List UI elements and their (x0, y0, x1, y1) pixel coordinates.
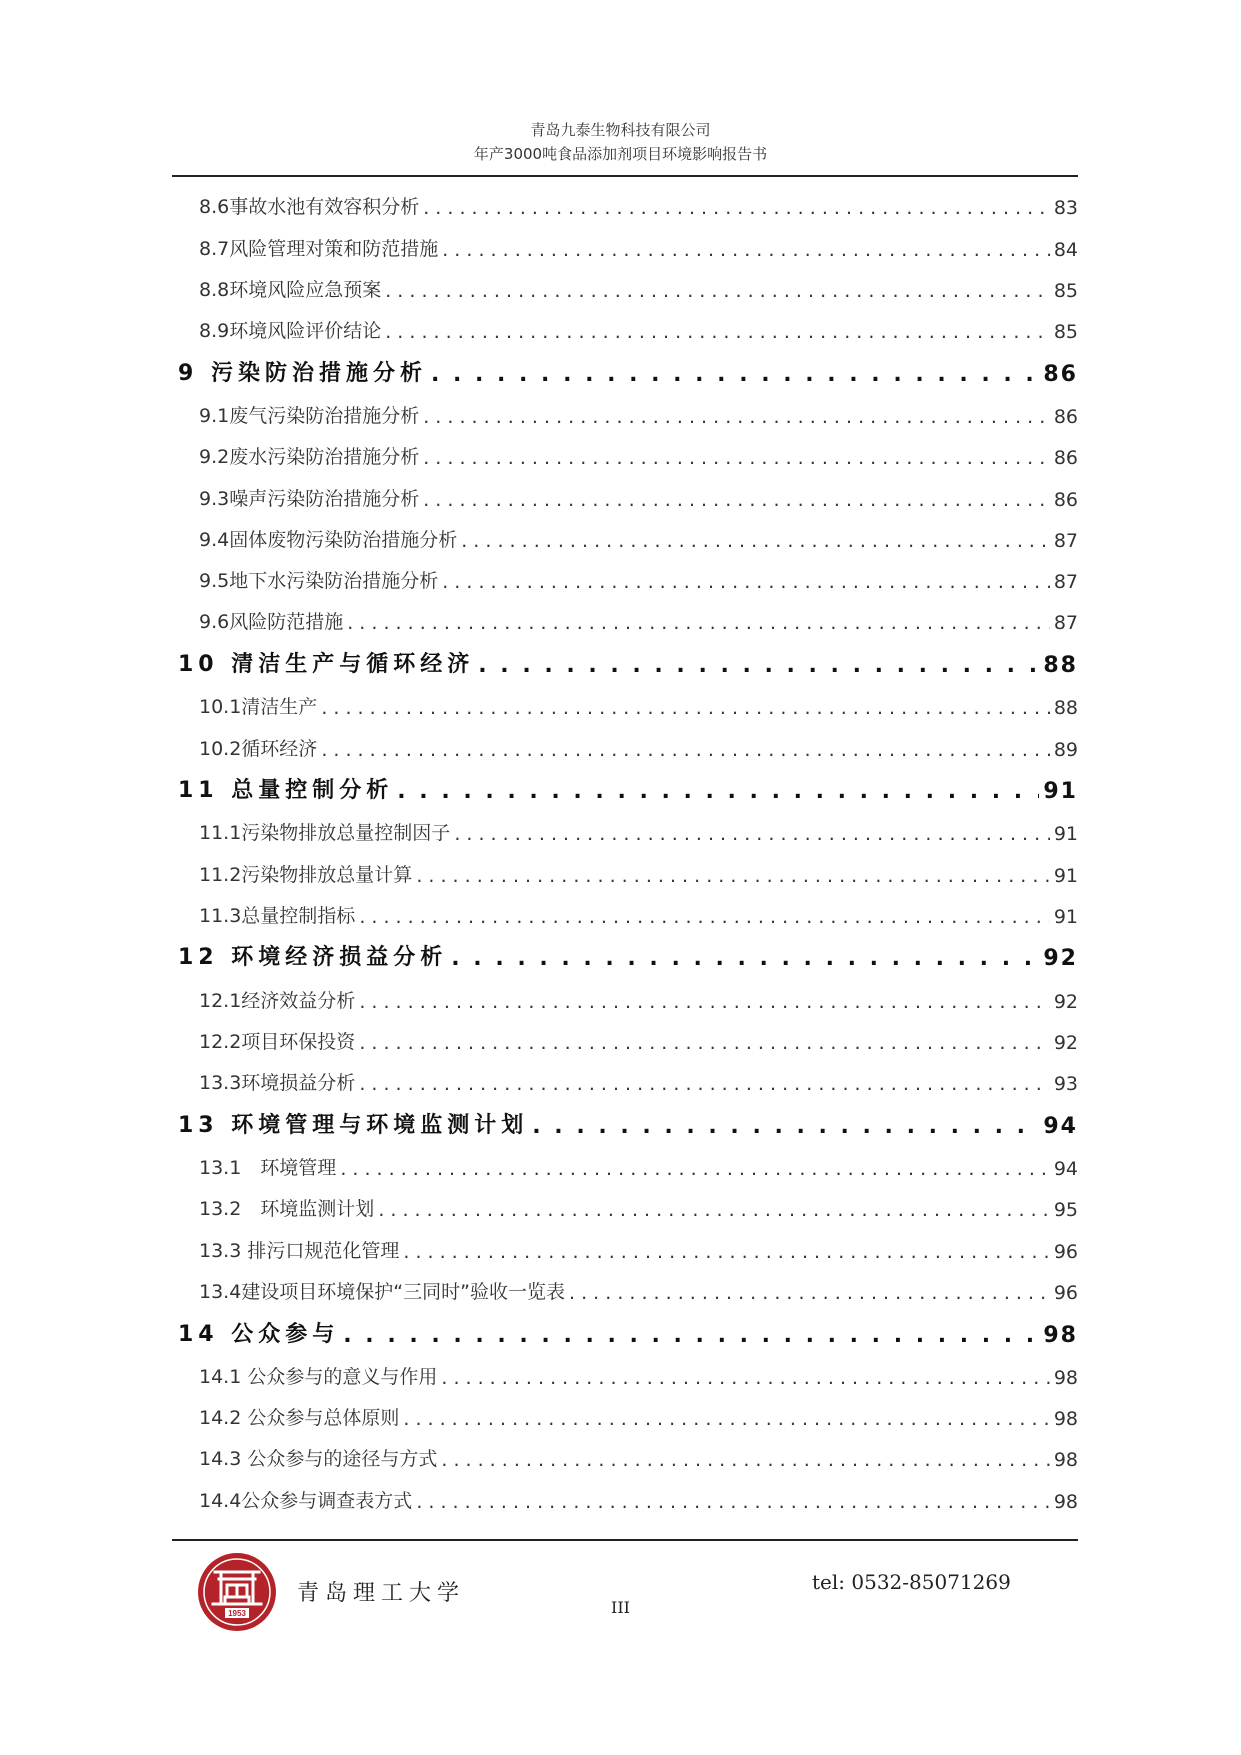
toc-entry-title: 8.9环境风险评价结论 (199, 320, 382, 343)
toc-chapter-entry[interactable] (172, 642, 1078, 686)
toc-chapter-entry[interactable] (172, 351, 1078, 395)
toc-entry-title: 9.2废水污染防治措施分析 (199, 446, 420, 469)
toc-entry-title: 11.1污染物排放总量控制因子 (199, 822, 451, 845)
toc-entry-page: 88 (1053, 697, 1078, 720)
toc-entry-title: 10 清洁生产与循环经济 (178, 651, 475, 677)
toc-dot-leader (454, 823, 1050, 853)
toc-dot-leader (359, 1032, 1050, 1062)
toc-entry-page: 91 (1053, 864, 1078, 887)
toc-entry-page: 91 (1053, 905, 1078, 928)
toc-entry-page: 98 (1043, 1322, 1078, 1348)
toc-chapter-entry[interactable] (172, 936, 1078, 980)
toc-section-entry[interactable] (172, 601, 1078, 642)
toc-entry-title: 11.2污染物排放总量计算 (199, 863, 413, 886)
toc-entry-title: 9.3噪声污染防治措施分析 (199, 487, 420, 510)
toc-entry-title: 14 公众参与 (178, 1321, 340, 1347)
logo-year: 1953 (228, 1609, 246, 1618)
toc-dot-leader (442, 239, 1050, 269)
toc-entry-title: 9.6风险防范措施 (199, 611, 344, 634)
toc-entry-title: 9.5地下水污染防治措施分析 (199, 570, 439, 593)
toc-section-entry[interactable] (172, 186, 1078, 227)
toc-entry-page: 87 (1053, 571, 1078, 594)
toc-dot-leader (451, 946, 1039, 979)
toc-section-entry[interactable] (172, 979, 1078, 1020)
toc-section-entry[interactable] (172, 1229, 1078, 1270)
toc-entry-title: 9.1废气污染防治措施分析 (199, 404, 420, 427)
toc-dot-leader (478, 653, 1039, 686)
toc-entry-page: 86 (1053, 447, 1078, 470)
toc-dot-leader (423, 406, 1050, 436)
toc-entry-title: 10.1清洁生产 (199, 696, 318, 719)
toc-entry-page: 92 (1053, 1032, 1078, 1055)
toc-entry-title: 13.3 排污口规范化管理 (199, 1239, 400, 1262)
toc-dot-leader (385, 280, 1050, 310)
toc-chapter-entry[interactable] (172, 1312, 1078, 1356)
toc-entry-page: 95 (1053, 1199, 1078, 1222)
toc-entry-page: 98 (1053, 1408, 1078, 1431)
footer-divider (172, 1539, 1078, 1541)
toc-section-entry[interactable] (172, 395, 1078, 436)
toc-dot-leader (403, 1241, 1049, 1271)
header-divider (172, 175, 1078, 177)
toc-entry-title: 9.4固体废物污染防治措施分析 (199, 528, 458, 551)
toc-dot-leader (431, 362, 1039, 395)
toc-dot-leader (385, 321, 1050, 351)
toc-entry-title: 13.4建设项目环境保护“三同时”验收一览表 (199, 1281, 565, 1304)
toc-entry-title: 11.3总量控制指标 (199, 904, 356, 927)
toc-dot-leader (321, 739, 1050, 769)
toc-entry-page: 92 (1053, 990, 1078, 1013)
toc-entry-title: 12.2项目环保投资 (199, 1031, 356, 1054)
toc-entry-title: 12 环境经济损益分析 (178, 945, 448, 971)
toc-entry-page: 88 (1043, 652, 1078, 678)
toc-entry-page: 89 (1053, 738, 1078, 761)
toc-dot-leader (321, 697, 1050, 727)
toc-dot-leader (423, 447, 1050, 477)
toc-entry-page: 94 (1043, 1113, 1078, 1139)
toc-section-entry[interactable] (172, 727, 1078, 768)
toc-section-entry[interactable] (172, 1271, 1078, 1312)
toc-entry-page: 85 (1053, 321, 1078, 344)
toc-section-entry[interactable] (172, 1147, 1078, 1188)
toc-dot-leader (441, 1367, 1049, 1397)
toc-entry-page: 98 (1053, 1366, 1078, 1389)
toc-dot-leader (532, 1114, 1039, 1147)
toc-chapter-entry[interactable] (172, 769, 1078, 813)
toc-entry-page: 96 (1053, 1240, 1078, 1263)
toc-entry-page: 91 (1043, 779, 1078, 805)
toc-section-entry[interactable] (172, 812, 1078, 853)
toc-dot-leader (378, 1199, 1050, 1229)
table-of-contents (172, 186, 1078, 1521)
toc-entry-title: 14.2 公众参与总体原则 (199, 1407, 400, 1430)
toc-dot-leader (343, 1323, 1039, 1356)
toc-section-entry[interactable] (172, 227, 1078, 268)
toc-dot-leader (569, 1282, 1050, 1312)
telephone: tel: 0532-85071269 (812, 1570, 1011, 1594)
toc-dot-leader (441, 1449, 1049, 1479)
toc-section-entry[interactable] (172, 1397, 1078, 1438)
toc-section-entry[interactable] (172, 477, 1078, 518)
toc-entry-page: 91 (1053, 823, 1078, 846)
page-number: III (611, 1598, 630, 1617)
toc-entry-page: 93 (1053, 1073, 1078, 1096)
toc-entry-title: 9 污染防治措施分析 (178, 360, 427, 386)
toc-entry-page: 87 (1053, 529, 1078, 552)
toc-section-entry[interactable] (172, 1021, 1078, 1062)
toc-entry-title: 14.1 公众参与的意义与作用 (199, 1365, 438, 1388)
toc-dot-leader (461, 530, 1050, 560)
toc-entry-page: 84 (1053, 238, 1078, 261)
toc-dot-leader (347, 612, 1050, 642)
toc-section-entry[interactable] (172, 1438, 1078, 1479)
toc-section-entry[interactable] (172, 436, 1078, 477)
toc-entry-page: 86 (1053, 405, 1078, 428)
toc-dot-leader (359, 991, 1050, 1021)
toc-entry-title: 13.1 环境管理 (199, 1157, 337, 1180)
toc-section-entry[interactable] (172, 853, 1078, 894)
toc-entry-page: 96 (1053, 1282, 1078, 1305)
toc-entry-page: 83 (1053, 197, 1078, 220)
toc-dot-leader (442, 571, 1050, 601)
university-logo-icon (197, 1552, 277, 1632)
toc-entry-page: 87 (1053, 612, 1078, 635)
toc-entry-page: 86 (1053, 488, 1078, 511)
toc-entry-title: 10.2循环经济 (199, 737, 318, 760)
toc-section-entry[interactable] (172, 1356, 1078, 1397)
toc-dot-leader (416, 1491, 1050, 1521)
toc-entry-title: 12.1经济效益分析 (199, 989, 356, 1012)
toc-entry-page: 98 (1053, 1490, 1078, 1513)
toc-chapter-entry[interactable] (172, 1103, 1078, 1147)
toc-entry-page: 92 (1043, 946, 1078, 972)
toc-entry-page: 86 (1043, 361, 1078, 387)
toc-dot-leader (423, 197, 1050, 227)
toc-dot-leader (423, 489, 1050, 519)
toc-entry-title: 8.6事故水池有效容积分析 (199, 196, 420, 219)
toc-entry-title: 13 环境管理与环境监测计划 (178, 1112, 529, 1138)
toc-section-entry[interactable] (172, 1188, 1078, 1229)
header-report-title: 年产3000吨食品添加剂项目环境影响报告书 (473, 145, 768, 163)
toc-section-entry[interactable] (172, 560, 1078, 601)
toc-entry-title: 13.2 环境监测计划 (199, 1198, 375, 1221)
toc-section-entry[interactable] (172, 1062, 1078, 1103)
toc-entry-title: 8.8环境风险应急预案 (199, 278, 382, 301)
toc-dot-leader (340, 1158, 1050, 1188)
toc-entry-title: 14.3 公众参与的途径与方式 (199, 1448, 438, 1471)
toc-entry-title: 8.7风险管理对策和防范措施 (199, 237, 439, 260)
toc-section-entry[interactable] (172, 310, 1078, 351)
toc-entry-page: 85 (1053, 279, 1078, 302)
toc-entry-title: 13.3环境损益分析 (199, 1072, 356, 1095)
university-name: 青岛理工大学 (297, 1581, 466, 1606)
toc-entry-title: 11 总量控制分析 (178, 778, 394, 804)
toc-section-entry[interactable] (172, 1479, 1078, 1520)
toc-entry-page: 98 (1053, 1449, 1078, 1472)
toc-section-entry[interactable] (172, 686, 1078, 727)
page-header (0, 118, 1241, 166)
toc-entry-page: 94 (1053, 1158, 1078, 1181)
toc-dot-leader (397, 779, 1039, 812)
toc-dot-leader (359, 1073, 1050, 1103)
toc-section-entry[interactable] (172, 519, 1078, 560)
toc-dot-leader (416, 865, 1050, 895)
toc-dot-leader (359, 906, 1050, 936)
toc-section-entry[interactable] (172, 269, 1078, 310)
header-company: 青岛九泰生物科技有限公司 (530, 121, 711, 139)
toc-dot-leader (403, 1408, 1049, 1438)
toc-section-entry[interactable] (172, 895, 1078, 936)
toc-entry-title: 14.4公众参与调查表方式 (199, 1489, 413, 1512)
